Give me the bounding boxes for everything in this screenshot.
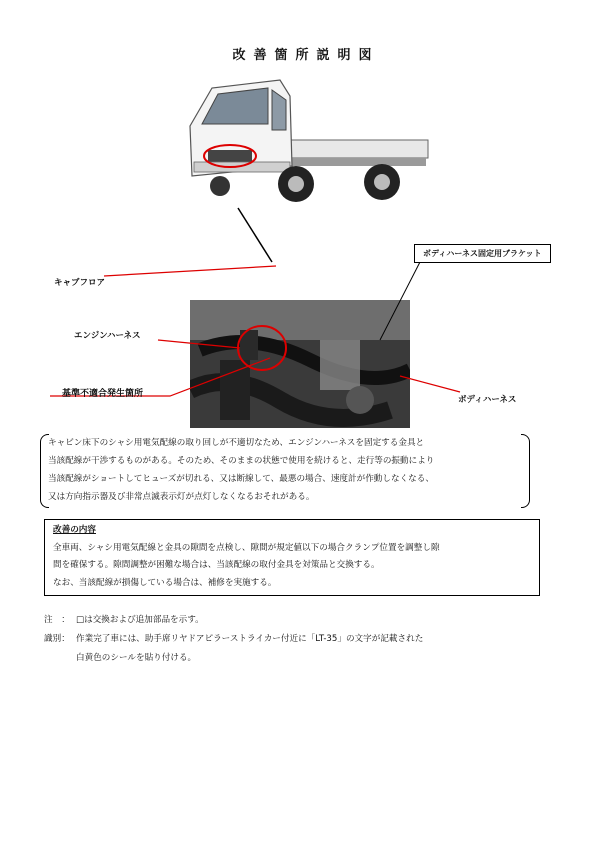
note-text: □は交換および追加部品を示す。: [76, 615, 204, 625]
label-bracket: ボディハーネス固定用ブラケット: [414, 244, 551, 263]
description-box: [40, 434, 530, 508]
improvement-line: 間を確保する。隙間調整が困難な場合は、当該配線の取付金具を対策品と交換する。: [53, 560, 380, 570]
improvement-box: [44, 519, 540, 596]
id-label: 識別：: [44, 634, 70, 644]
description-line: キャビン床下のシャシ用電気配線の取り回しが不適切なため、エンジンハーネスを固定する金具と: [48, 438, 425, 448]
label-engine-harness: エンジンハーネス: [74, 331, 141, 341]
bracket-pointer: [380, 262, 420, 340]
description-line: 又は方向指示器及び非常点滅表示灯が点灯しなくなるおそれがある。: [48, 492, 315, 502]
body-harness-pointer: [400, 376, 460, 392]
cab-floor-pointer: [104, 266, 276, 276]
improvement-line: 全車両、シャシ用電気配線と金具の隙間を点検し、隙間が規定値以下の場合クランプ位置を調整し隙: [53, 542, 440, 553]
improvement-line: なお、当該配線が損傷している場合は、補修を実施する。: [53, 577, 277, 588]
id-line-1: 作業完了車には、助手席リヤドアピラーストライカー付近に「LT-35」の文字が記載された: [76, 634, 424, 644]
engine-harness-pointer: [158, 340, 240, 348]
improvement-title: 改善の内容: [53, 525, 96, 535]
label-cab-floor: キャブフロア: [54, 278, 106, 288]
description-bracket-left: [40, 434, 49, 508]
note-label: 注 ：: [44, 615, 70, 625]
description-bracket-right: [521, 434, 530, 508]
truck-to-photo-line: [238, 208, 272, 262]
label-nonconform: 基準不適合発生箇所: [62, 389, 144, 399]
label-body-harness: ボディハーネス: [458, 395, 517, 405]
description-line: 当該配線が干渉するものがある。そのため、そのままの状態で使用を続けると、走行等の振動により: [48, 456, 435, 466]
id-line-2: 白黄色のシールを貼り付ける。: [76, 653, 197, 663]
description-line: 当該配線がショートしてヒューズが切れる、又は断線して、最悪の場合、速度計が作動しなくなる、: [48, 474, 434, 484]
page-title: 改善箇所説明図: [232, 48, 380, 63]
